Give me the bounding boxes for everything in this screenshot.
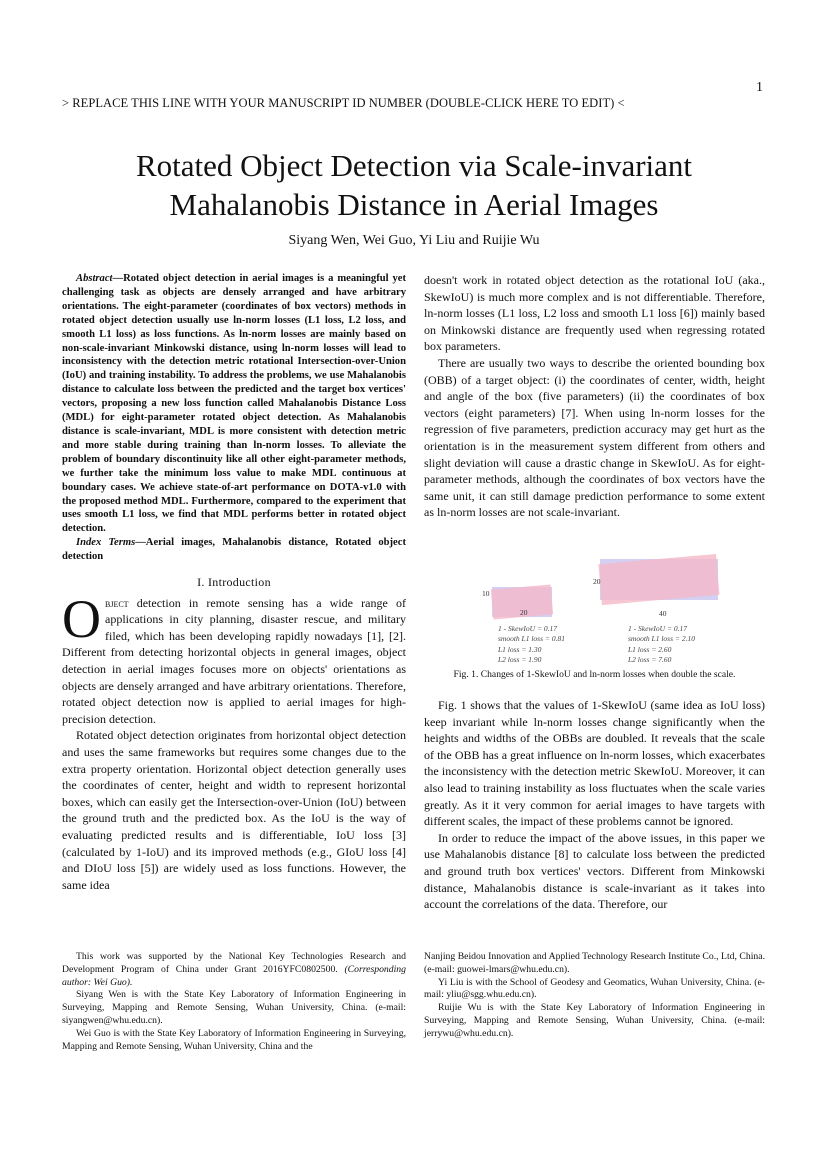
small-height-label: 10 bbox=[482, 589, 490, 598]
index-terms-text: —Aerial images, Mahalanobis distance, Rotated object detection bbox=[62, 537, 406, 563]
footnote-author-4: Ruijie Wu is with the State Key Laboratory of Information Engineering in Surveying, Mapping and Remote Sensing, Wuhan University, China. (e-mail: jerrywu@whu.edu.cn). bbox=[424, 1002, 765, 1039]
large-stat-l1: L1 loss = 2.60 bbox=[628, 644, 672, 654]
small-stat-iou: 1 - SkewIoU = 0.17 bbox=[498, 624, 558, 633]
abstract bbox=[62, 272, 406, 564]
footnote-author-2: Wei Guo is with the State Key Laboratory of Information Engineering in Surveying, Mapping and Remote Sensing, Wuhan University, China and the bbox=[62, 1027, 406, 1052]
large-height-label: 20 bbox=[593, 577, 601, 586]
intro-paragraph-2: Rotated object detection originates from horizontal object detection and uses the same frameworks but requires some changes due to the extra property orientation. Horizontal object detection generally uses the coordinates of center, height and width to represent horizontal boxes, which can easily get the Intersection-over-Union (IoU) between the ground truth and the predicted box. As the IoU is the way of evaluating predicted results and is differentiable, IoU loss [3] (calculated by 1-IoU) and its improved methods (e.g., GIoU loss [4] and DIoU loss [5]) are widely used as loss functions. However, the same idea bbox=[62, 728, 406, 892]
paper-title bbox=[0, 146, 828, 224]
figure-1 bbox=[424, 538, 765, 690]
footnote-continued: Nanjing Beidou Innovation and Applied Technology Research Institute Co., Ltd, China. (e-mail: guowei-lmars@whu.edu.cn). bbox=[424, 951, 765, 975]
footnote-corresponding: (Corresponding author: Wei Guo). bbox=[62, 963, 406, 988]
large-width-label: 40 bbox=[659, 609, 667, 618]
index-terms-lead: Index Terms bbox=[76, 537, 136, 549]
large-stat-smoothl1: smooth L1 loss = 2.10 bbox=[628, 634, 695, 644]
figure-caption: Fig. 1. Changes of 1-SkewIoU and ln-norm losses when double the scale. bbox=[453, 669, 736, 680]
figure-graphic bbox=[424, 538, 765, 668]
left-column bbox=[62, 272, 406, 893]
manuscript-header: > REPLACE THIS LINE WITH YOUR MANUSCRIPT ID NUMBER (DOUBLE-CLICK HERE TO EDIT) < bbox=[62, 96, 625, 110]
intro-p1-text: detection in remote sensing has a wide range of applications in city planning, disaster rescue, and military filed, which has been developing rapidly nowadays [1], [2]. Different from detecting horizontal objects in general images, object detection in aerial images focuses more on objects' orientations as objects are densely arranged and have arbitrary orientations. Therefore, rotated object detection now is applied to aerial images for high-precision detection. bbox=[62, 595, 406, 726]
authors: Siyang Wen, Wei Guo, Yi Liu and Ruijie Wu bbox=[288, 233, 540, 248]
small-width-label: 20 bbox=[520, 608, 528, 617]
footnote-author-3: Yi Liu is with the School of Geodesy and Geomatics, Wuhan University, China. (e-mail: yliu@sgg.whu.edu.cn). bbox=[424, 976, 765, 1001]
small-stat-smoothl1: smooth L1 loss = 0.81 bbox=[498, 634, 565, 644]
footnote-funding bbox=[62, 951, 406, 989]
right-paragraph-4: In order to reduce the impact of the above issues, in this paper we use Mahalanobis distance [8] to calculate loss between the predicted and ground truth box vertices' vectors. Different from Minkowski distance, Mahalanobis distance is scale-invariant as it takes into account the correlations of the data. Therefore, our bbox=[424, 830, 765, 912]
title-line-1: Rotated Object Detection via Scale-invariant bbox=[135, 148, 693, 183]
right-paragraph-3: Fig. 1 shows that the values of 1-SkewIoU (same idea as IoU loss) keep invariant while ln-norm losses change significantly when the heights and widths of the OBBs are doubled. It reveals that the scale of the OBB has a great influence on ln-norm losses, which exacerbates the inconsistency with the detection metric SkewIoU. Moreover, it can also lead to training instability as loss fluctuates when the scale varies greatly. As it it very common for aerial images to have targets with different scales, the impact of these problems cannot be ignored. bbox=[424, 698, 765, 829]
small-stat-l2: L2 loss = 1.90 bbox=[498, 655, 542, 665]
footnotes-right bbox=[424, 951, 765, 1041]
right-column-bottom bbox=[424, 697, 765, 913]
abstract-text: —Rotated object detection in aerial images is a meaningful yet challenging task as objects are densely arranged and have arbitrary orientations. The eight-parameter (coordinates of box vectors) methods in rotated object detection usually use ln-norm losses (L1 loss, L2 loss, and smooth L1 loss) as loss functions. As ln-norm losses are mainly based on non-scale-invariant Minkowski distance, using ln-norm losses will lead to inconsistency with the detection metric rotational Intersection-over-Union (IoU) and training instability. To address the problems, we use Mahalanobis distance to calculate loss between the predicted and the target box vertices' vectors, proposing a new loss function called Mahalanobis Distance Loss (MDL) for eight-parameter rotated object detection. As Mahalanobis distance is scale-invariant, MDL is more consistent with detection metric and more stable during training than ln-norm losses. To alleviate the problem of boundary discontinuity like all other eight-parameter methods, we further take the minimum loss value to make MDL continuous at boundary cases. We achieve state-of-art performance on DOTA-v1.0 with the proposed method MDL. Furthermore, compared to the experiment that uses smooth L1 loss, we find that MDL performs better in rotated object detection. bbox=[62, 273, 406, 535]
abstract-lead: Abstract bbox=[76, 273, 113, 284]
page-number: 1 bbox=[756, 80, 763, 95]
right-paragraph-1: doesn't work in rotated object detection as the rotational IoU (aka., SkewIoU) is much more complex and is not differentiable. Therefore, ln-norm losses (L1 loss, L2 loss and smooth L1 loss [6]) mainly based on Minkowski distance are frequently used when regressing rotated box parameters. bbox=[424, 273, 765, 354]
large-stats bbox=[628, 624, 695, 666]
section-heading: I. Introduction bbox=[197, 575, 271, 590]
right-column-top bbox=[424, 272, 765, 521]
title-line-2: Mahalanobis Distance in Aerial Images bbox=[169, 187, 659, 222]
first-word: bject bbox=[105, 595, 129, 610]
footnotes-left bbox=[62, 951, 406, 1053]
large-stat-iou: 1 - SkewIoU = 0.17 bbox=[628, 624, 688, 633]
footnote-funding-text: This work was supported by the National Key Technologies Research and Development Program of China under Grant 2016YFC0802500. bbox=[62, 951, 406, 975]
intro-paragraph-1 bbox=[62, 588, 406, 728]
small-stat-l1: L1 loss = 1.30 bbox=[498, 644, 542, 654]
footnote-author-1: Siyang Wen is with the State Key Laboratory of Information Engineering in Surveying, Mapping and Remote Sensing, Wuhan University, China. (e-mail: siyangwen@whu.edu.cn). bbox=[62, 989, 406, 1026]
drop-cap: O bbox=[62, 588, 101, 649]
right-paragraph-2: There are usually two ways to describe the oriented bounding box (OBB) of a target object: (i) the coordinates of center, width, height and angle of the box (five parameters) (ii) the coordinates of box vectors (eight parameters) [7]. When using ln-norm losses for the regression of five parameters, prediction accuracy may get hurt as the orientation is in the measurement system different from others and slight deviation will cause a drastic change in SkewIoU. As for eight-parameter methods, although the coordinates of box vectors have the same unit, it can still damage prediction performance to some extent as ln-norm losses are not scale-invariant. bbox=[424, 355, 765, 520]
large-stat-l2: L2 loss = 7.60 bbox=[628, 655, 672, 665]
small-stats bbox=[498, 624, 565, 666]
